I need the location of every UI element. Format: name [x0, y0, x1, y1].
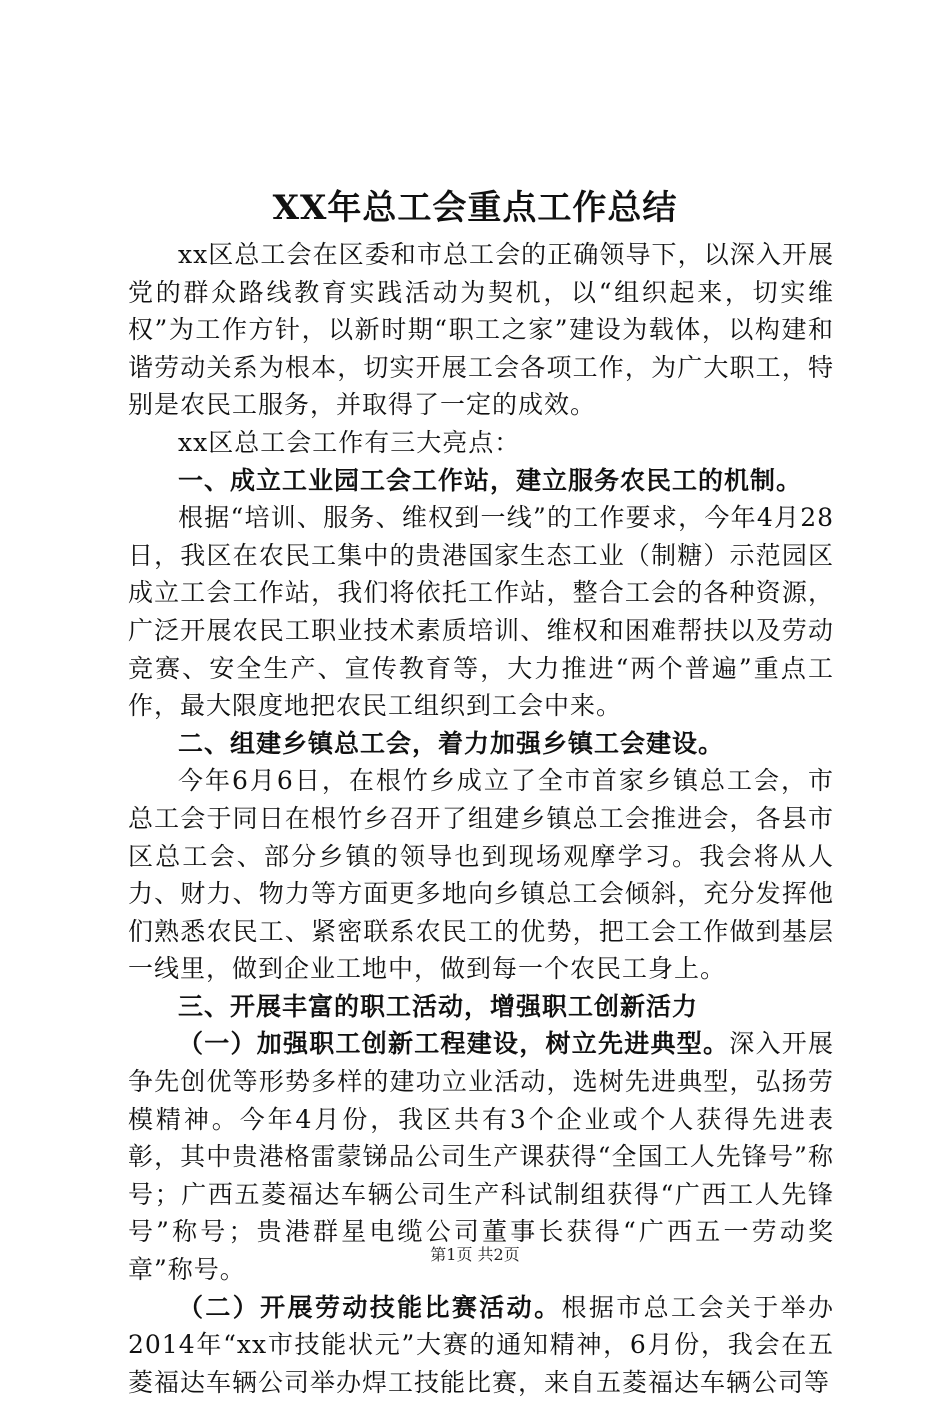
paragraph-intro: [128, 236, 834, 424]
document-title: XX年总工会重点工作总结: [272, 188, 678, 228]
section-heading-1: [128, 462, 834, 500]
paragraph-text: xx区总工会工作有三大亮点：: [178, 427, 521, 457]
paragraph-text: 今年6月6日，在根竹乡成立了全市首家乡镇总工会，市总工会于同日在根竹乡召开了组建乡镇总工会推进会，各县市区总工会、部分乡镇的领导也到现场观摩学习。我会将从人力、财力、物力等方面更多地向乡镇总工会倾斜，充分发挥他们熟悉农民工、紧密联系农民工的优势，把工会工作做到基层一线里，做到企业工地中，做到每一个农民工身上。: [128, 766, 834, 984]
heading-text: 一、成立工业园工会工作站，建立服务农民工的机制。: [178, 465, 803, 495]
paragraph-text: xx区总工会在区委和市总工会的正确领导下，以深入开展党的群众路线教育实践活动为契机，以“组织起来，切实维权”为工作方针，以新时期“职工之家”建设为载体，以构建和谐劳动关系为根本，切实开展工会各项工作，为广大职工，特别是农民工服务，并取得了一定的成效。: [128, 240, 834, 420]
paragraph-text: 根据“培训、服务、维权到一线”的工作要求，今年4月28日，我区在农民工集中的贵港国家生态工业（制糖）示范园区成立工会工作站，我们将依托工作站，整合工会的各种资源，广泛开展农民工职业技术素质培训、维权和困难帮扶以及劳动竞赛、安全生产、宣传教育等，大力推进“两个普遍”重点工作，最大限度地把农民工组织到工会中来。: [128, 503, 834, 721]
document-body: [128, 236, 834, 1401]
paragraph-highlights: [128, 424, 834, 462]
subheading-text: （二）开展劳动技能比赛活动。: [178, 1292, 562, 1322]
section-heading-3: [128, 988, 834, 1026]
section-heading-2: [128, 725, 834, 763]
subheading-text: （一）加强职工创新工程建设，树立先进典型。: [178, 1029, 730, 1059]
paragraph-section-2: [128, 762, 834, 988]
page-footer: 第1页 共2页: [430, 1245, 520, 1264]
heading-text: 三、开展丰富的职工活动，增强职工创新活力: [178, 991, 699, 1021]
paragraph-section-1: [128, 499, 834, 725]
paragraph-text: 深入开展争先创优等形势多样的建功立业活动，选树先进典型，弘扬劳模精神。今年4月份，我区共有3个企业或个人获得先进表彰，其中贵港格雷蒙锑品公司生产课获得“全国工人先锋号”称号；广西五菱福达车辆公司生产科试制组获得“广西工人先锋号”称号；贵港群星电缆公司董事长获得“广西五一劳动奖章”称号。: [128, 1029, 834, 1285]
heading-text: 二、组建乡镇总工会，着力加强乡镇工会建设。: [178, 728, 725, 758]
paragraph-subsection-2: [128, 1289, 834, 1401]
paragraph-text: 根据市总工会关于举办2014年“xx市技能状元”大赛的通知精神，6月份，我会在五菱福达车辆公司举办焊工技能比赛，来自五菱福达车辆公司等: [128, 1292, 834, 1397]
